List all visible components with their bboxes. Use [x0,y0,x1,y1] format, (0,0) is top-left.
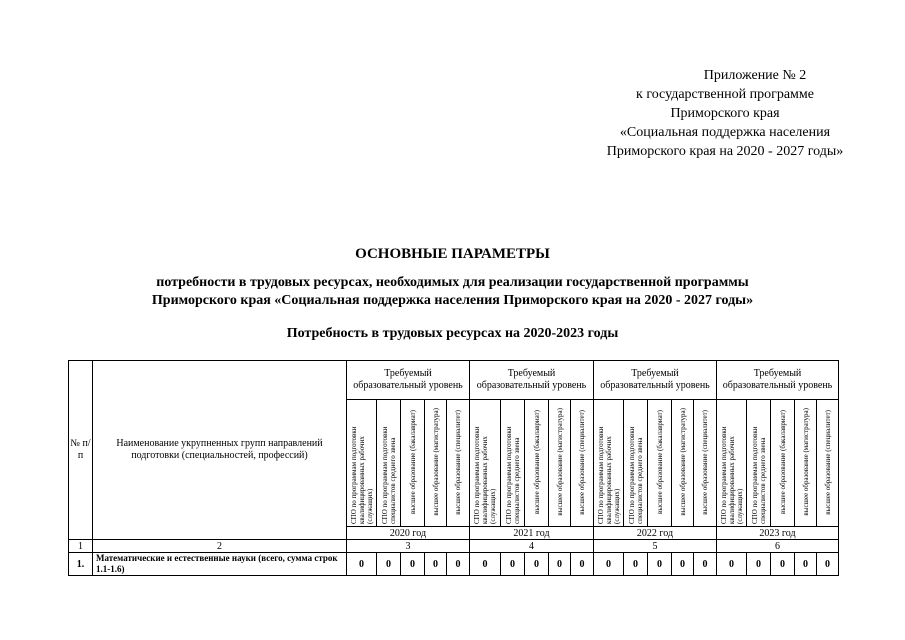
subtitle-line: Приморского края «Социальная поддержка населения Приморского края на 2020 - 2027 годы» [151,293,754,308]
subcolumn-label: СПО по программам подготовки квалифицированных рабочих (служащих) [349,426,374,524]
subcolumn-label: СПО по программам подготовки квалифицированных рабочих (служащих) [719,426,744,524]
header-subcolumn [377,400,401,527]
row-value: 0 [648,553,672,576]
row-value: 0 [771,553,795,576]
header-education-level: Требуемый образовательный уровень [470,361,594,400]
row-value: 0 [817,553,839,576]
header-subcolumn [470,400,501,527]
header-subcolumn [501,400,525,527]
section-title: Потребность в трудовых ресурсах на 2020-2023 годы [286,326,619,341]
header-subcolumn [624,400,648,527]
header-subcolumn [648,400,672,527]
appendix-line: «Социальная поддержка населения [619,125,831,140]
header-year: 2020 год [347,527,470,540]
header-name: Наименование укрупненных групп направлений подготовки (специальностей, профессий) [93,361,347,540]
appendix-line: Приморского края [670,106,780,121]
column-number: 3 [347,540,470,553]
appendix-line: Приморского края на 2020 - 2027 годы» [606,144,844,159]
header-subcolumn [771,400,795,527]
subcolumn-label: высшее образование (бакалавриат) [532,410,541,514]
row-number: 1. [69,553,93,576]
subcolumn-label: СПО по программам подготовки специалистов среднего звена [627,426,644,524]
subcolumn-label: высшее образование (магистратура) [555,408,564,516]
requirements-table [68,360,839,576]
header-subcolumn [747,400,771,527]
header-number: № п/п [69,361,93,540]
row-value: 0 [594,553,624,576]
row-value: 0 [694,553,717,576]
subcolumn-label: высшее образование (специалитет) [454,409,462,515]
header-subcolumn [549,400,571,527]
subcolumn-label: СПО по программам подготовки квалифицированных рабочих (служащих) [596,426,621,524]
header-education-level: Требуемый образовательный уровень [347,361,470,400]
header-subcolumn [817,400,839,527]
row-value: 0 [525,553,549,576]
row-value: 0 [347,553,377,576]
header-year: 2023 год [717,527,839,540]
subcolumn-label: высшее образование (бакалавриат) [778,410,787,514]
header-year: 2022 год [594,527,717,540]
appendix-line: к государственной программе [636,87,814,102]
subcolumn-label: СПО по программам подготовки специалистов среднего звена [504,426,521,524]
subcolumn-label: высшее образование (специалитет) [823,409,832,515]
row-value: 0 [447,553,470,576]
appendix-block [560,66,890,161]
header-subcolumn [795,400,817,527]
row-value: 0 [672,553,694,576]
subcolumn-label: высшее образование (магистратура) [431,408,440,516]
document-subtitle [0,274,905,310]
row-name: Математические и естественные науки (всего, сумма строк 1.1-1.6) [93,553,347,576]
header-subcolumn [347,400,377,527]
row-value: 0 [717,553,747,576]
column-number: 1 [69,540,93,553]
subcolumn-label: высшее образование (магистратура) [801,408,810,516]
header-subcolumn [694,400,717,527]
row-value: 0 [624,553,648,576]
row-value: 0 [571,553,594,576]
row-value: 0 [425,553,447,576]
header-subcolumn [425,400,447,527]
table-row [69,553,839,576]
subcolumn-label: высшее образование (специалитет) [701,409,709,515]
row-value: 0 [795,553,817,576]
subcolumn-label: СПО по программам подготовки специалистов среднего звена [750,426,767,524]
document-title: ОСНОВНЫЕ ПАРАМЕТРЫ [355,246,550,262]
column-number: 5 [594,540,717,553]
row-value: 0 [401,553,425,576]
subcolumn-label: высшее образование (бакалавриат) [408,410,417,514]
column-number: 4 [470,540,594,553]
header-year: 2021 год [470,527,594,540]
row-value: 0 [470,553,501,576]
header-subcolumn [571,400,594,527]
header-subcolumn [525,400,549,527]
subcolumn-label: высшее образование (специалитет) [578,409,586,515]
header-subcolumn [672,400,694,527]
header-subcolumn [717,400,747,527]
subcolumn-label: высшее образование (магистратура) [678,408,687,516]
header-subcolumn [401,400,425,527]
header-subcolumn [594,400,624,527]
subtitle-line: потребности в трудовых ресурсах, необходимых для реализации государственной программы [156,275,749,290]
subcolumn-label: СПО по программам подготовки специалистов среднего звена [380,426,397,524]
row-value: 0 [501,553,525,576]
subcolumn-label: высшее образование (бакалавриат) [655,410,664,514]
header-education-level: Требуемый образовательный уровень [717,361,839,400]
row-value: 0 [747,553,771,576]
column-number: 6 [717,540,839,553]
appendix-line: Приложение № 2 [703,68,807,83]
header-subcolumn [447,400,470,527]
subcolumn-label: СПО по программам подготовки квалифицированных рабочих (служащих) [473,426,497,524]
column-number: 2 [93,540,347,553]
header-education-level: Требуемый образовательный уровень [594,361,717,400]
row-value: 0 [377,553,401,576]
row-value: 0 [549,553,571,576]
